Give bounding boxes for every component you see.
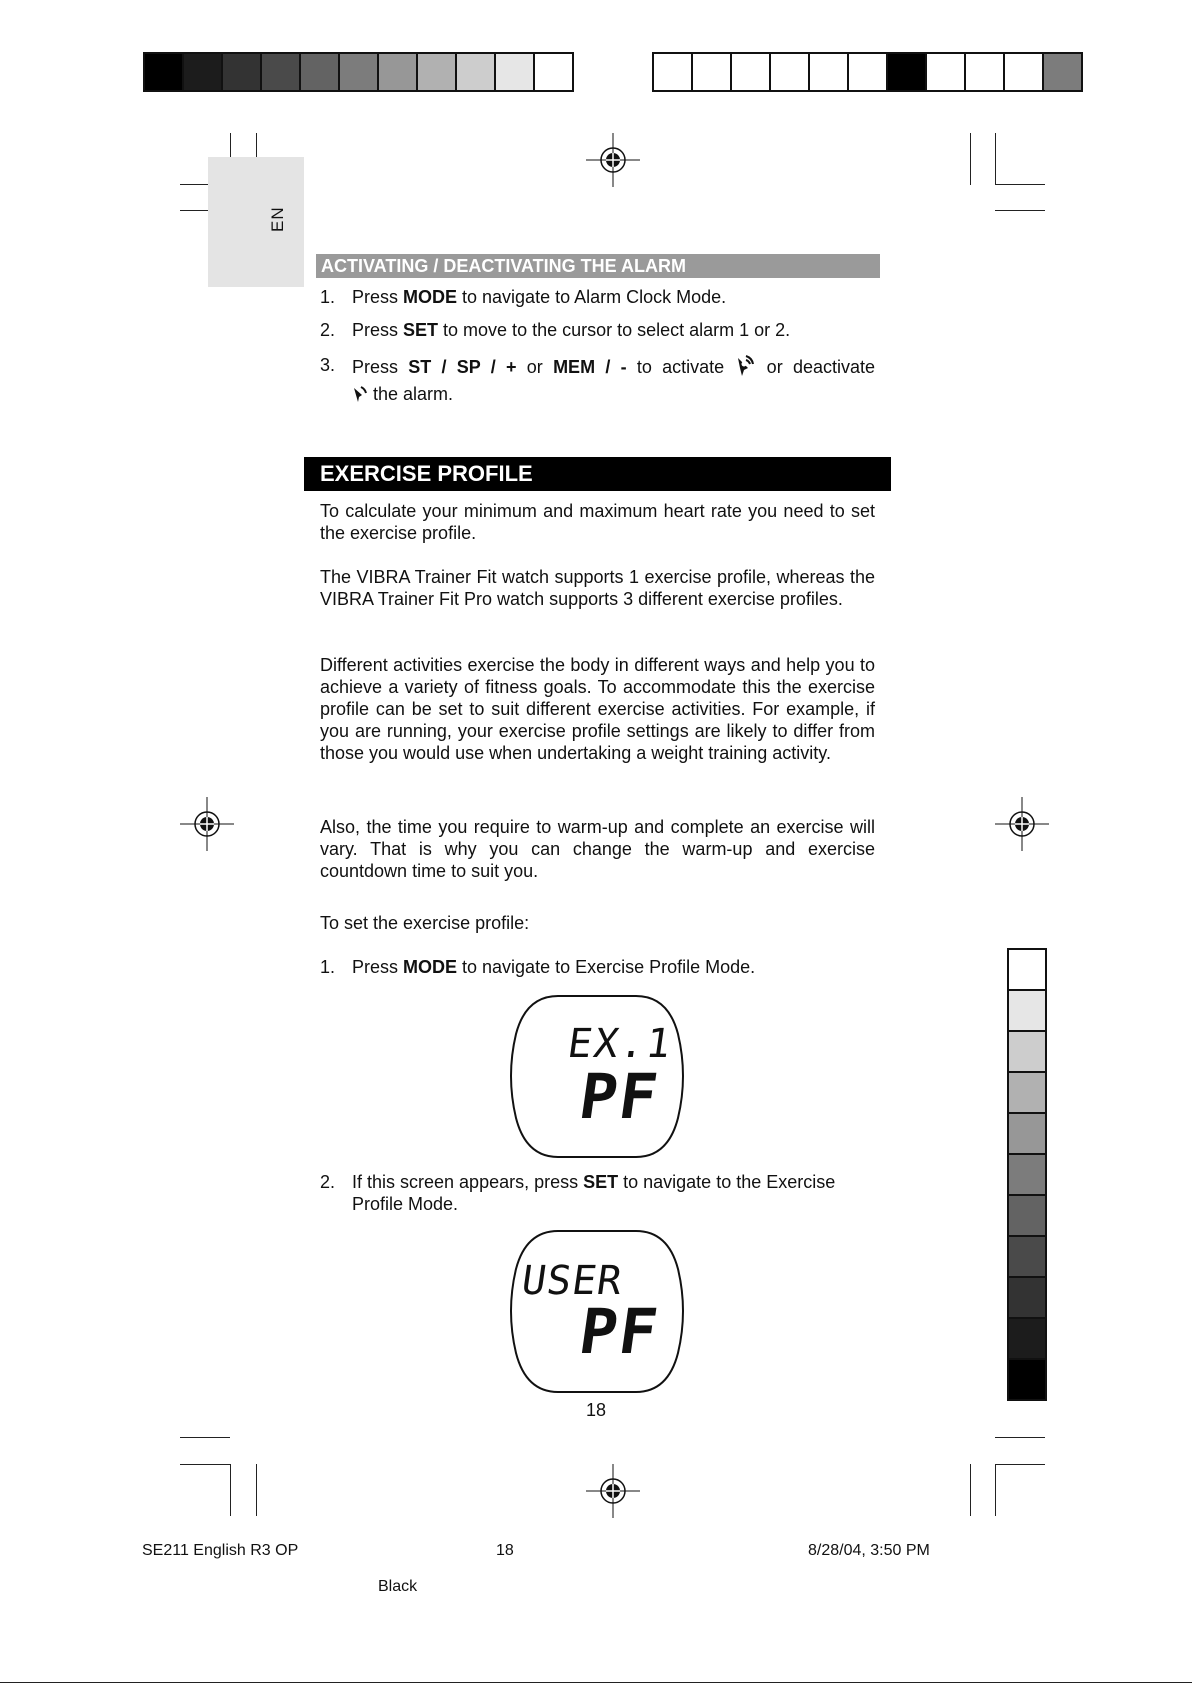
page-number: 18 <box>586 1400 607 1420</box>
color-bar-top-left <box>143 52 574 92</box>
exercise-paragraph-5: To set the exercise profile: <box>320 913 530 933</box>
footer-page: 18 <box>496 1542 514 1559</box>
color-bar-top-right <box>652 52 1083 92</box>
footer-plate-color: Black <box>378 1578 418 1595</box>
watch-lcd-user-profile <box>508 1229 686 1394</box>
alarm-on-icon <box>734 354 756 378</box>
color-bar-right <box>1007 948 1047 1401</box>
exercise-paragraph-3: Different activities exercise the body in different ways and help you to achieve a variety of fitness goals. To accommodate this the exercise profile can be set to suit different exercise activities. For example, if you are running, your exercise profile settings are likely to differ from those you would use when undertaking a weight training activity. <box>320 655 875 763</box>
language-tab <box>208 157 304 287</box>
footer-timestamp: 8/28/04, 3:50 PM <box>808 1542 930 1559</box>
lcd-top-text: USER <box>518 1258 626 1304</box>
registration-mark-top <box>586 133 640 187</box>
lcd-bottom-text: PF <box>574 1295 664 1368</box>
watch-lcd-exercise-profile <box>508 994 686 1159</box>
exercise-paragraph-1: To calculate your minimum and maximum heart rate you need to set the exercise profile. <box>320 501 875 543</box>
footer-filename: SE211 English R3 OP <box>142 1542 299 1559</box>
exercise-paragraph-4: Also, the time you require to warm-up and complete an exercise will vary. That is why you can change the warm-up and exercise countdown time to suit you. <box>320 817 875 881</box>
registration-mark-left <box>180 797 234 851</box>
alarm-off-icon <box>352 385 368 403</box>
registration-mark-bottom <box>586 1464 640 1518</box>
lcd-bottom-text: PF <box>574 1060 664 1133</box>
language-tab-label: EN <box>268 206 287 232</box>
registration-mark-right <box>995 797 1049 851</box>
exercise-paragraph-2: The VIBRA Trainer Fit watch supports 1 exercise profile, whereas the VIBRA Trainer Fit Pro watch supports 3 different exercise profiles. <box>320 567 875 609</box>
page-edge-line <box>0 1682 1192 1683</box>
lcd-top-text: EX.1 <box>564 1021 676 1067</box>
alarm-section-heading: ACTIVATING / DEACTIVATING THE ALARM <box>316 254 880 278</box>
exercise-section-heading: EXERCISE PROFILE <box>304 457 891 491</box>
